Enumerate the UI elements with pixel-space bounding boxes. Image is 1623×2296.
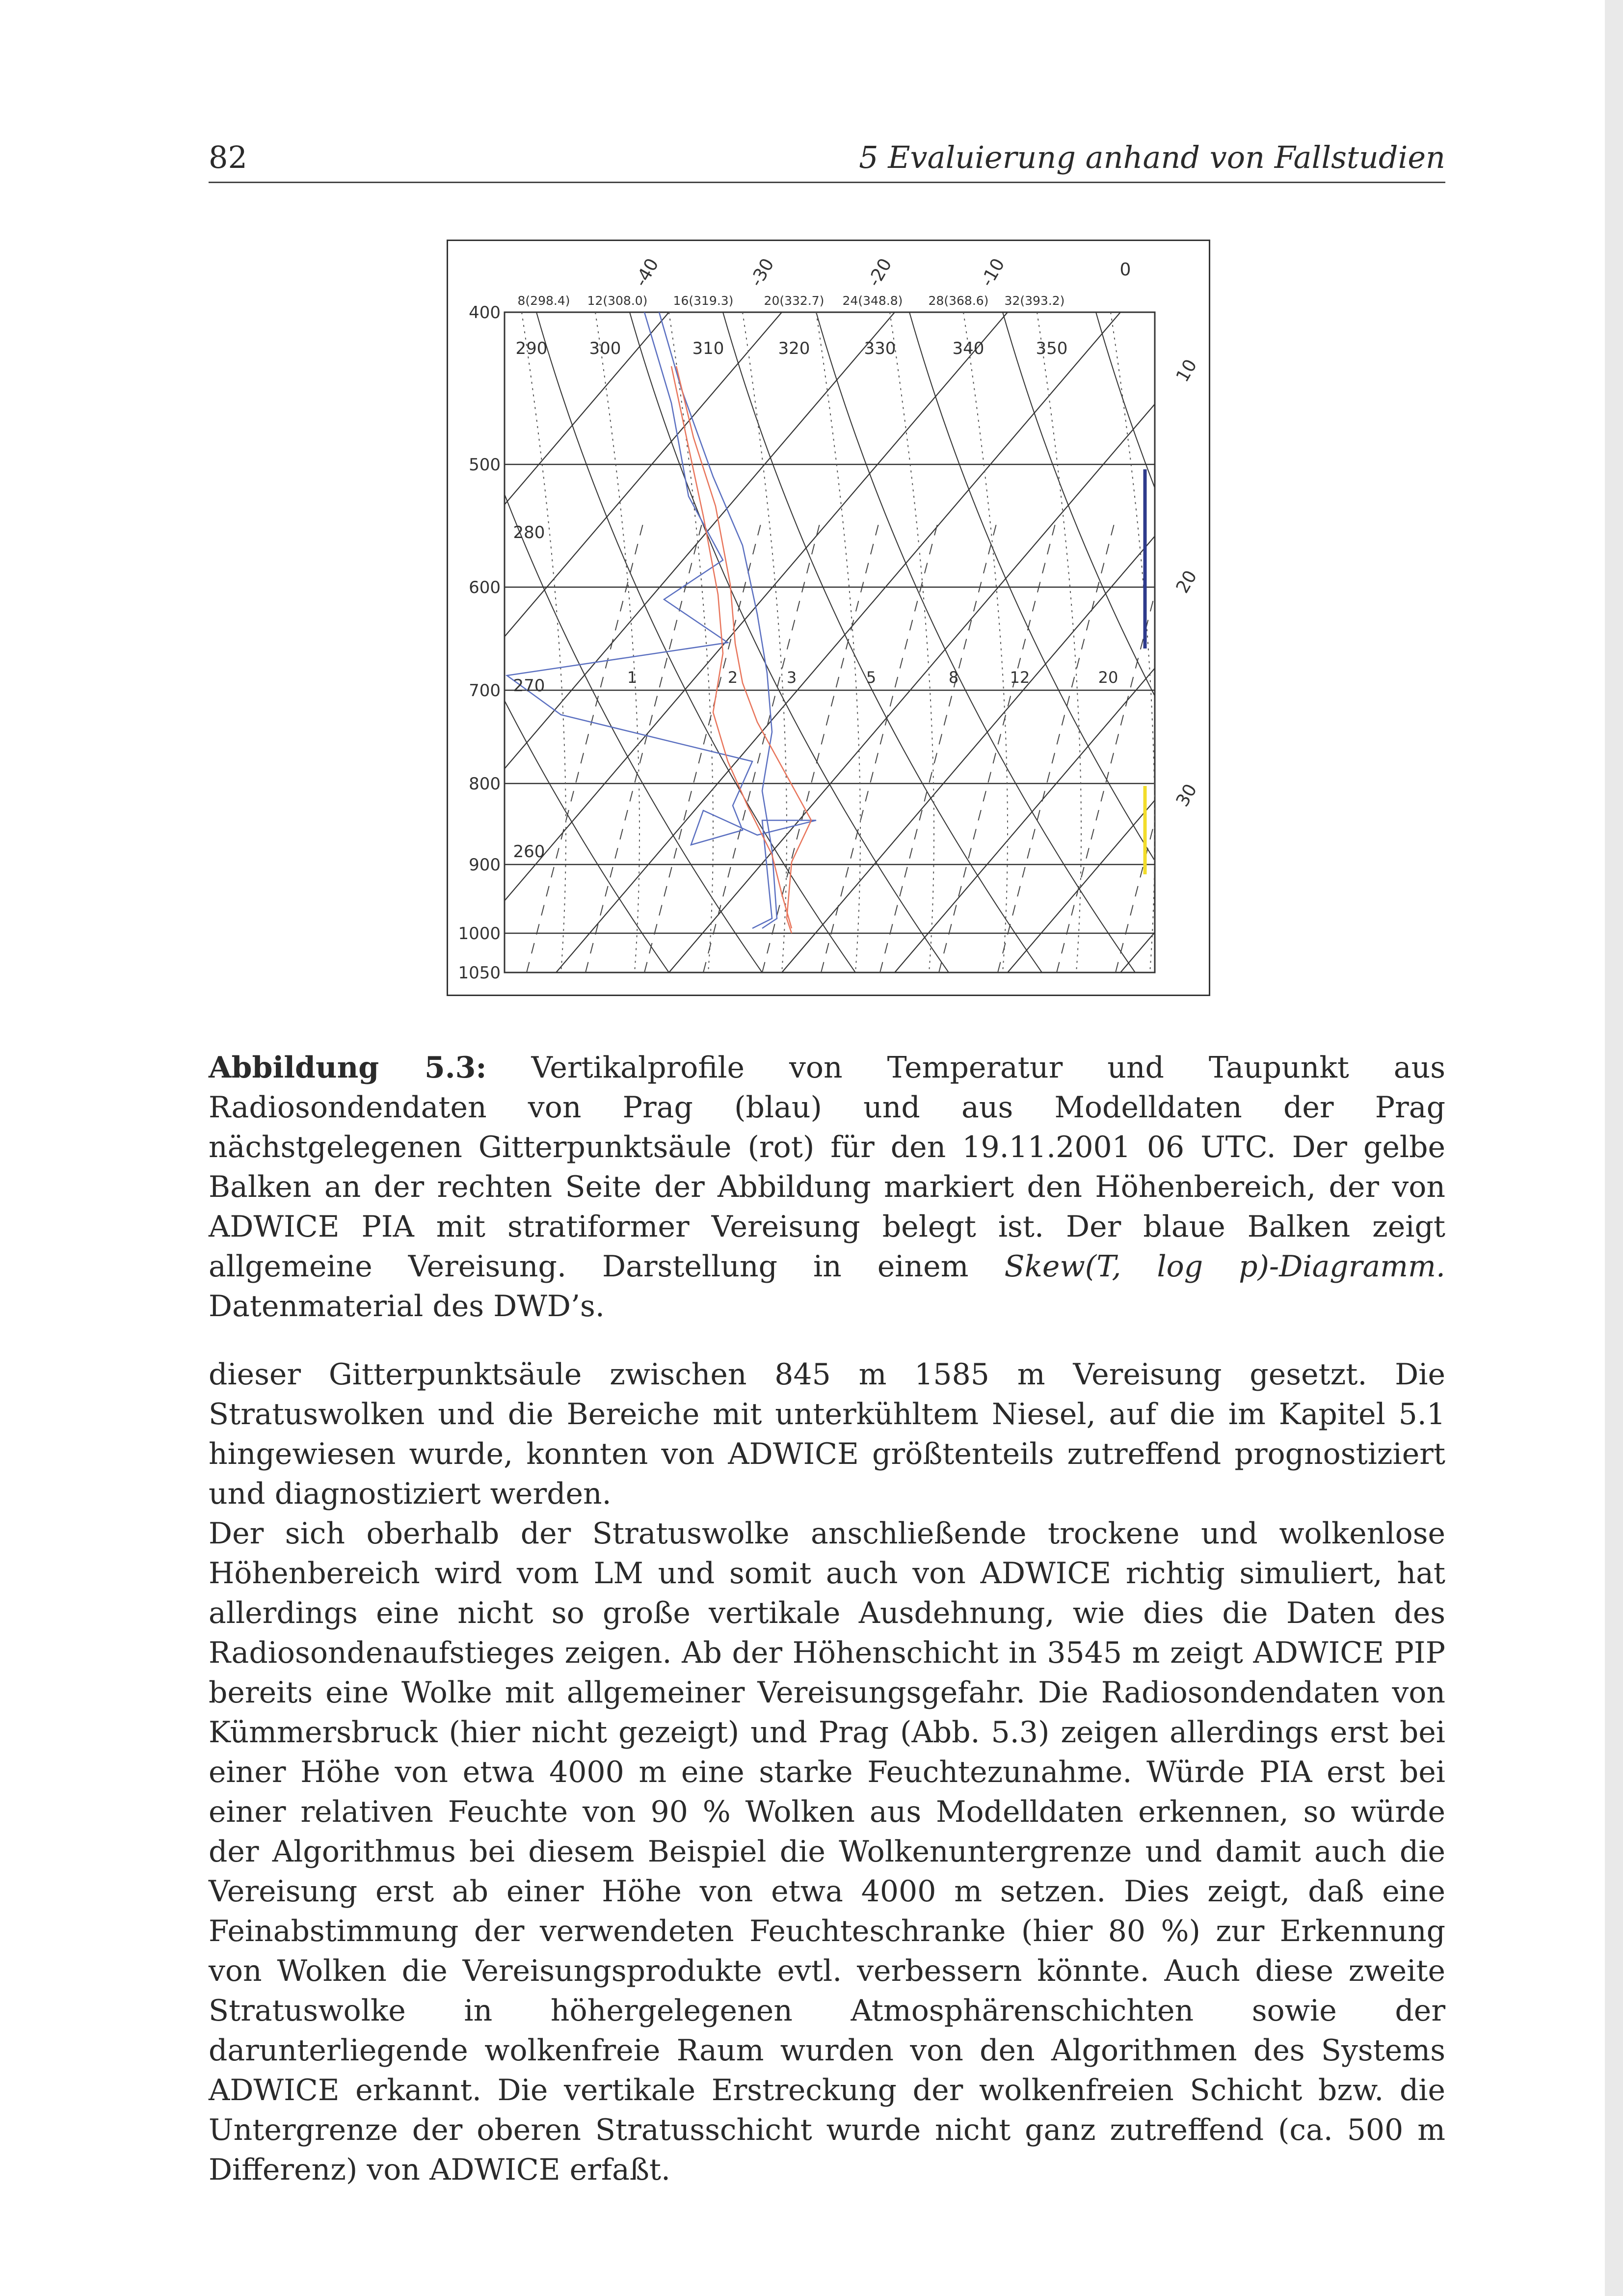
mixing-ratio-top-label: 16(319.3) — [673, 294, 734, 308]
theta-label: 310 — [692, 339, 724, 358]
mixing-ratio-top-label: 32(393.2) — [1004, 294, 1065, 308]
theta-label: 300 — [589, 339, 621, 358]
right-temperature-label: 20 — [1172, 567, 1201, 597]
moist-adiabat — [890, 312, 934, 972]
top-temperature-label: 0 — [1119, 260, 1131, 280]
figure-caption — [209, 1048, 1445, 1326]
mixing-ratio-700-label: 20 — [1098, 668, 1118, 687]
right-temperature-label: 30 — [1172, 781, 1201, 810]
dry-adiabat — [909, 312, 1209, 972]
moist-adiabat — [963, 312, 1008, 972]
pressure-label: 500 — [469, 455, 501, 475]
mixing-ratio-700-label: 8 — [948, 668, 959, 687]
header-rule — [209, 182, 1445, 183]
top-temperature-label: -30 — [746, 255, 778, 290]
moist-adiabat — [669, 312, 713, 972]
pressure-label: 700 — [469, 681, 501, 701]
theta-left-label: 280 — [513, 523, 545, 542]
pressure-label: 600 — [469, 578, 501, 597]
moist-adiabat — [1037, 312, 1081, 972]
mixing-ratio-700-label: 12 — [1010, 668, 1030, 687]
mixing-ratio-700-label: 5 — [866, 668, 877, 687]
top-temperature-label: -10 — [977, 255, 1009, 290]
mixing-ratio-top-label: 8(298.4) — [517, 294, 570, 308]
profiles — [507, 312, 816, 933]
skew-t-svg — [448, 241, 1209, 995]
scan-edge — [1605, 0, 1623, 2296]
running-header — [209, 135, 1445, 179]
chapter-title: 5 Evaluierung anhand von Fallstudien — [859, 139, 1445, 175]
mixing-ratio-700-label: 2 — [727, 668, 738, 687]
mixing-ratio-top-label: 28(368.6) — [928, 294, 989, 308]
diagram-grid — [448, 312, 1209, 972]
isotherm-line — [1120, 312, 1209, 972]
mixing-ratio-700-label: 1 — [627, 668, 638, 687]
body-text — [209, 1355, 1445, 2190]
right-temperature-label: 10 — [1172, 356, 1201, 386]
mixing-ratio-top-label: 24(348.8) — [842, 294, 903, 308]
isotherm-line — [556, 312, 1120, 972]
theta-label: 330 — [864, 339, 896, 358]
caption-italic: Skew(T, log p)-Diagramm. — [1004, 1249, 1445, 1284]
pressure-label: 900 — [469, 855, 501, 875]
diagram-labels — [458, 255, 1201, 983]
pressure-label: 800 — [469, 774, 501, 794]
top-temperature-label: -20 — [864, 255, 896, 290]
moist-adiabat — [743, 312, 787, 972]
pressure-label: 1000 — [458, 924, 501, 944]
caption-text-end: Datenmaterial des DWD’s. — [209, 1289, 605, 1324]
theta-label: 320 — [778, 339, 810, 358]
paragraph-2: Der sich oberhalb der Stratuswolke anschließende trockene und wolkenlose Höhenbereich wird vom LM und somit auch von ADWICE richtig simuliert, hat allerdings eine nicht so große vertikale Ausdehnung, wie dies die Daten des Radiosondenaufstieges zeigen. Ab der Höhenschicht in 3545 m zeigt ADWICE PIP bereits eine Wolke mit allgemeiner Vereisungsgefahr. Die Radiosondendaten von Kümmersbruck (hier nicht gezeigt) und Prag (Abb. 5.3) zeigen allerdings erst bei einer Höhe von etwa 4000 m eine starke Feuchtezunahme. Würde PIA erst bei einer relativen Feuchte von 90 % Wolken aus Modelldaten erkennen, so würde der Algorithmus bei diesem Beispiel die Wolkenuntergrenze und damit auch die Vereisung erst ab einer Höhe von etwa 4000 m setzen. Dies zeigt, daß eine Feinabstimmung der verwendeten Feuchteschranke (hier 80 %) zur Erkennung von Wolken die Vereisungsprodukte evtl. verbessern könnte. Auch diese zweite Stratuswolke in höhergelegenen Atmosphärenschichten sowie der darunterliegende wolkenfreie Raum wurden von den Algorithmen des Systems ADWICE erkannt. Die vertikale Erstreckung der wolkenfreien Schicht bzw. die Untergrenze der oberen Stratusschicht wurde nicht ganz zutreffend (ca. 500 m Differenz) von ADWICE erfaßt. — [209, 1516, 1445, 2187]
plot-frame — [505, 312, 1155, 972]
pressure-label: 400 — [469, 303, 501, 323]
mixing-ratio-top-label: 12(308.0) — [587, 294, 648, 308]
mixing-ratio-top-label: 20(332.7) — [764, 294, 825, 308]
theta-left-label: 270 — [513, 676, 545, 696]
dry-adiabat — [723, 312, 1042, 972]
theta-label: 350 — [1036, 339, 1068, 358]
model-dewpoint — [671, 366, 792, 928]
dry-adiabat — [1003, 312, 1209, 972]
model-temperature — [676, 366, 811, 933]
dry-adiabat — [1096, 312, 1209, 972]
dry-adiabat — [816, 312, 1135, 972]
theta-label: 290 — [515, 339, 548, 358]
skew-t-diagram — [447, 240, 1210, 996]
theta-label: 340 — [952, 339, 984, 358]
isotherm-line — [1008, 312, 1209, 972]
paragraph-1: dieser Gitterpunktsäule zwischen 845 m 1585 m Vereisung gesetzt. Die Stratuswolken und die Bereiche mit unterkühltem Niesel, auf die im Kapitel 5.1 hingewiesen wurde, konnten von ADWICE größtenteils zutreffend prognostiziert und diagnostiziert werden. — [209, 1357, 1445, 1511]
caption-text: Vertikalprofile von Temperatur und Taupunkt aus Radiosondendaten von Prag (blau) und aus Modelldaten der Prag nächstgelegenen Gitterpunktsäule (rot) für den 19.11.2001 06 UTC. Der gelbe Balken an der rechten Seite der Abbildung markiert den Höhenbereich, der von ADWICE PIA mit stratiformer Vereisung belegt ist. Der blaue Balken zeigt allgemeine Vereisung. Darstellung in einem — [209, 1051, 1446, 1284]
pressure-label: 1050 — [458, 963, 501, 983]
dry-adiabat — [1189, 312, 1209, 972]
theta-left-label: 260 — [513, 842, 545, 862]
moist-adiabat — [595, 312, 639, 972]
mixing-ratio-700-label: 3 — [786, 668, 797, 687]
top-temperature-label: -40 — [631, 255, 663, 290]
page-number: 82 — [209, 139, 247, 175]
caption-label: Abbildung 5.3: — [209, 1051, 487, 1085]
